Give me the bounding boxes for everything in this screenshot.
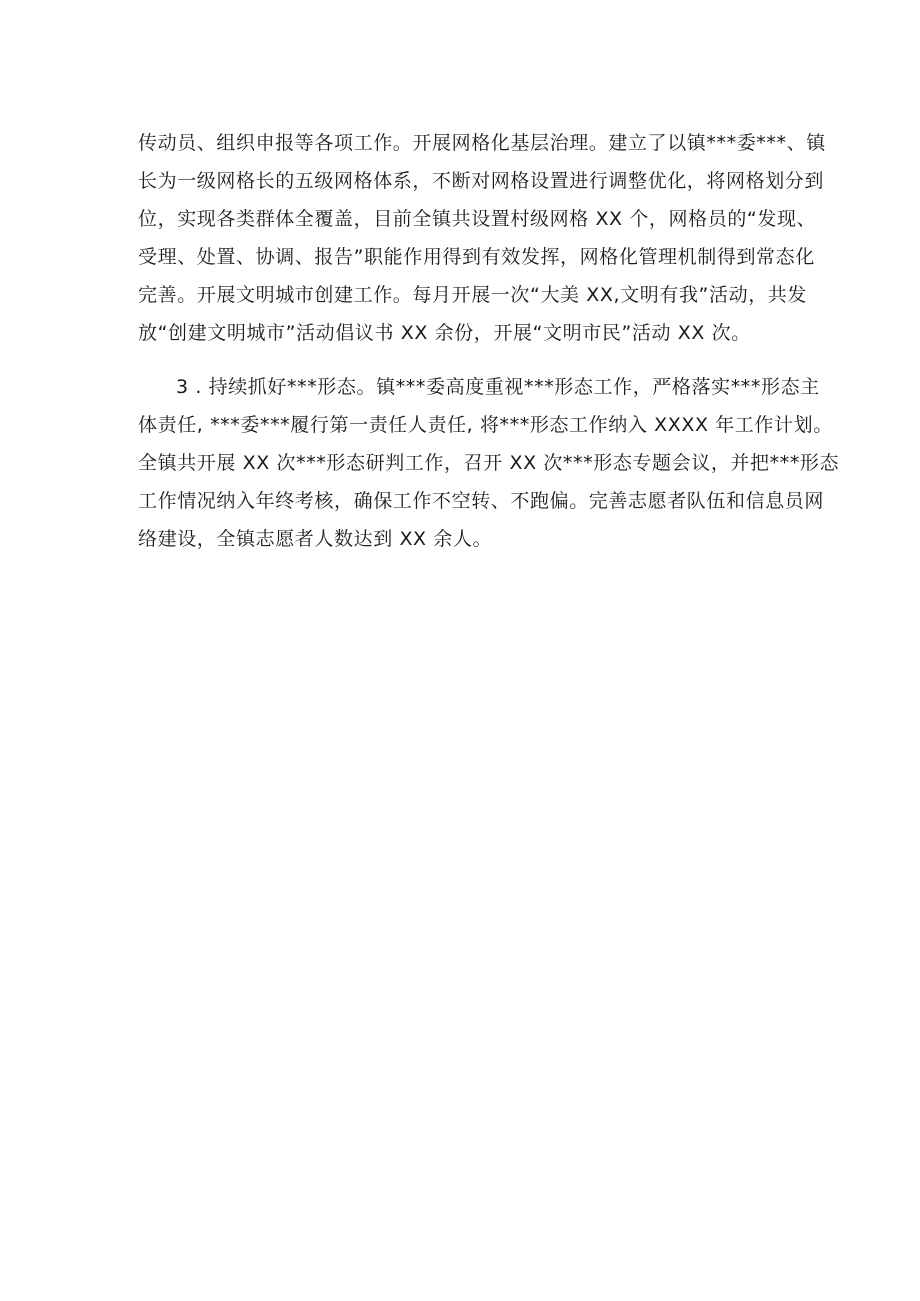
document-body [138, 124, 840, 558]
paragraph-line: 受理、处置、协调、报告”职能作用得到有效发挥，网格化管理机制得到常态化 [138, 246, 815, 268]
paragraph-spacer [138, 352, 786, 368]
paragraph-grid-governance [138, 124, 826, 352]
paragraph-line: 全镇共开展 XX 次***形态研判工作，召开 XX 次***形态专题会议，并把***形态 [138, 452, 840, 474]
paragraph-line: 完善。开展文明城市创建工作。每月开展一次“大美 XX,文明有我”活动，共发 [138, 284, 807, 306]
paragraph-line: 位，实现各类群体全覆盖，目前全镇共设置村级网格 XX 个，网格员的“发现、 [138, 208, 817, 230]
paragraph-line: 长为一级网格长的五级网格体系，不断对网格设置进行调整优化，将网格划分到 [138, 170, 825, 192]
paragraph-line: 放“创建文明城市”活动倡议书 XX 余份，开展“文明市民”活动 XX 次。 [138, 322, 751, 344]
paragraph-line: 3 . 持续抓好***形态。镇***委高度重视***形态工作，严格落实***形态主 [176, 376, 820, 398]
paragraph-line: 工作情况纳入年终考核，确保工作不空转、不跑偏。完善志愿者队伍和信息员网 [138, 490, 825, 512]
paragraph-line: 体责任, ***委***履行第一责任人责任, 将***形态工作纳入 XXXX 年工作计划。 [138, 414, 833, 436]
paragraph-line: 络建设，全镇志愿者人数达到 XX 余人。 [138, 528, 493, 550]
paragraph-line: 传动员、组织申报等各项工作。开展网格化基层治理。建立了以镇***委***、镇 [138, 132, 826, 154]
paragraph-ideology-work [138, 368, 840, 558]
